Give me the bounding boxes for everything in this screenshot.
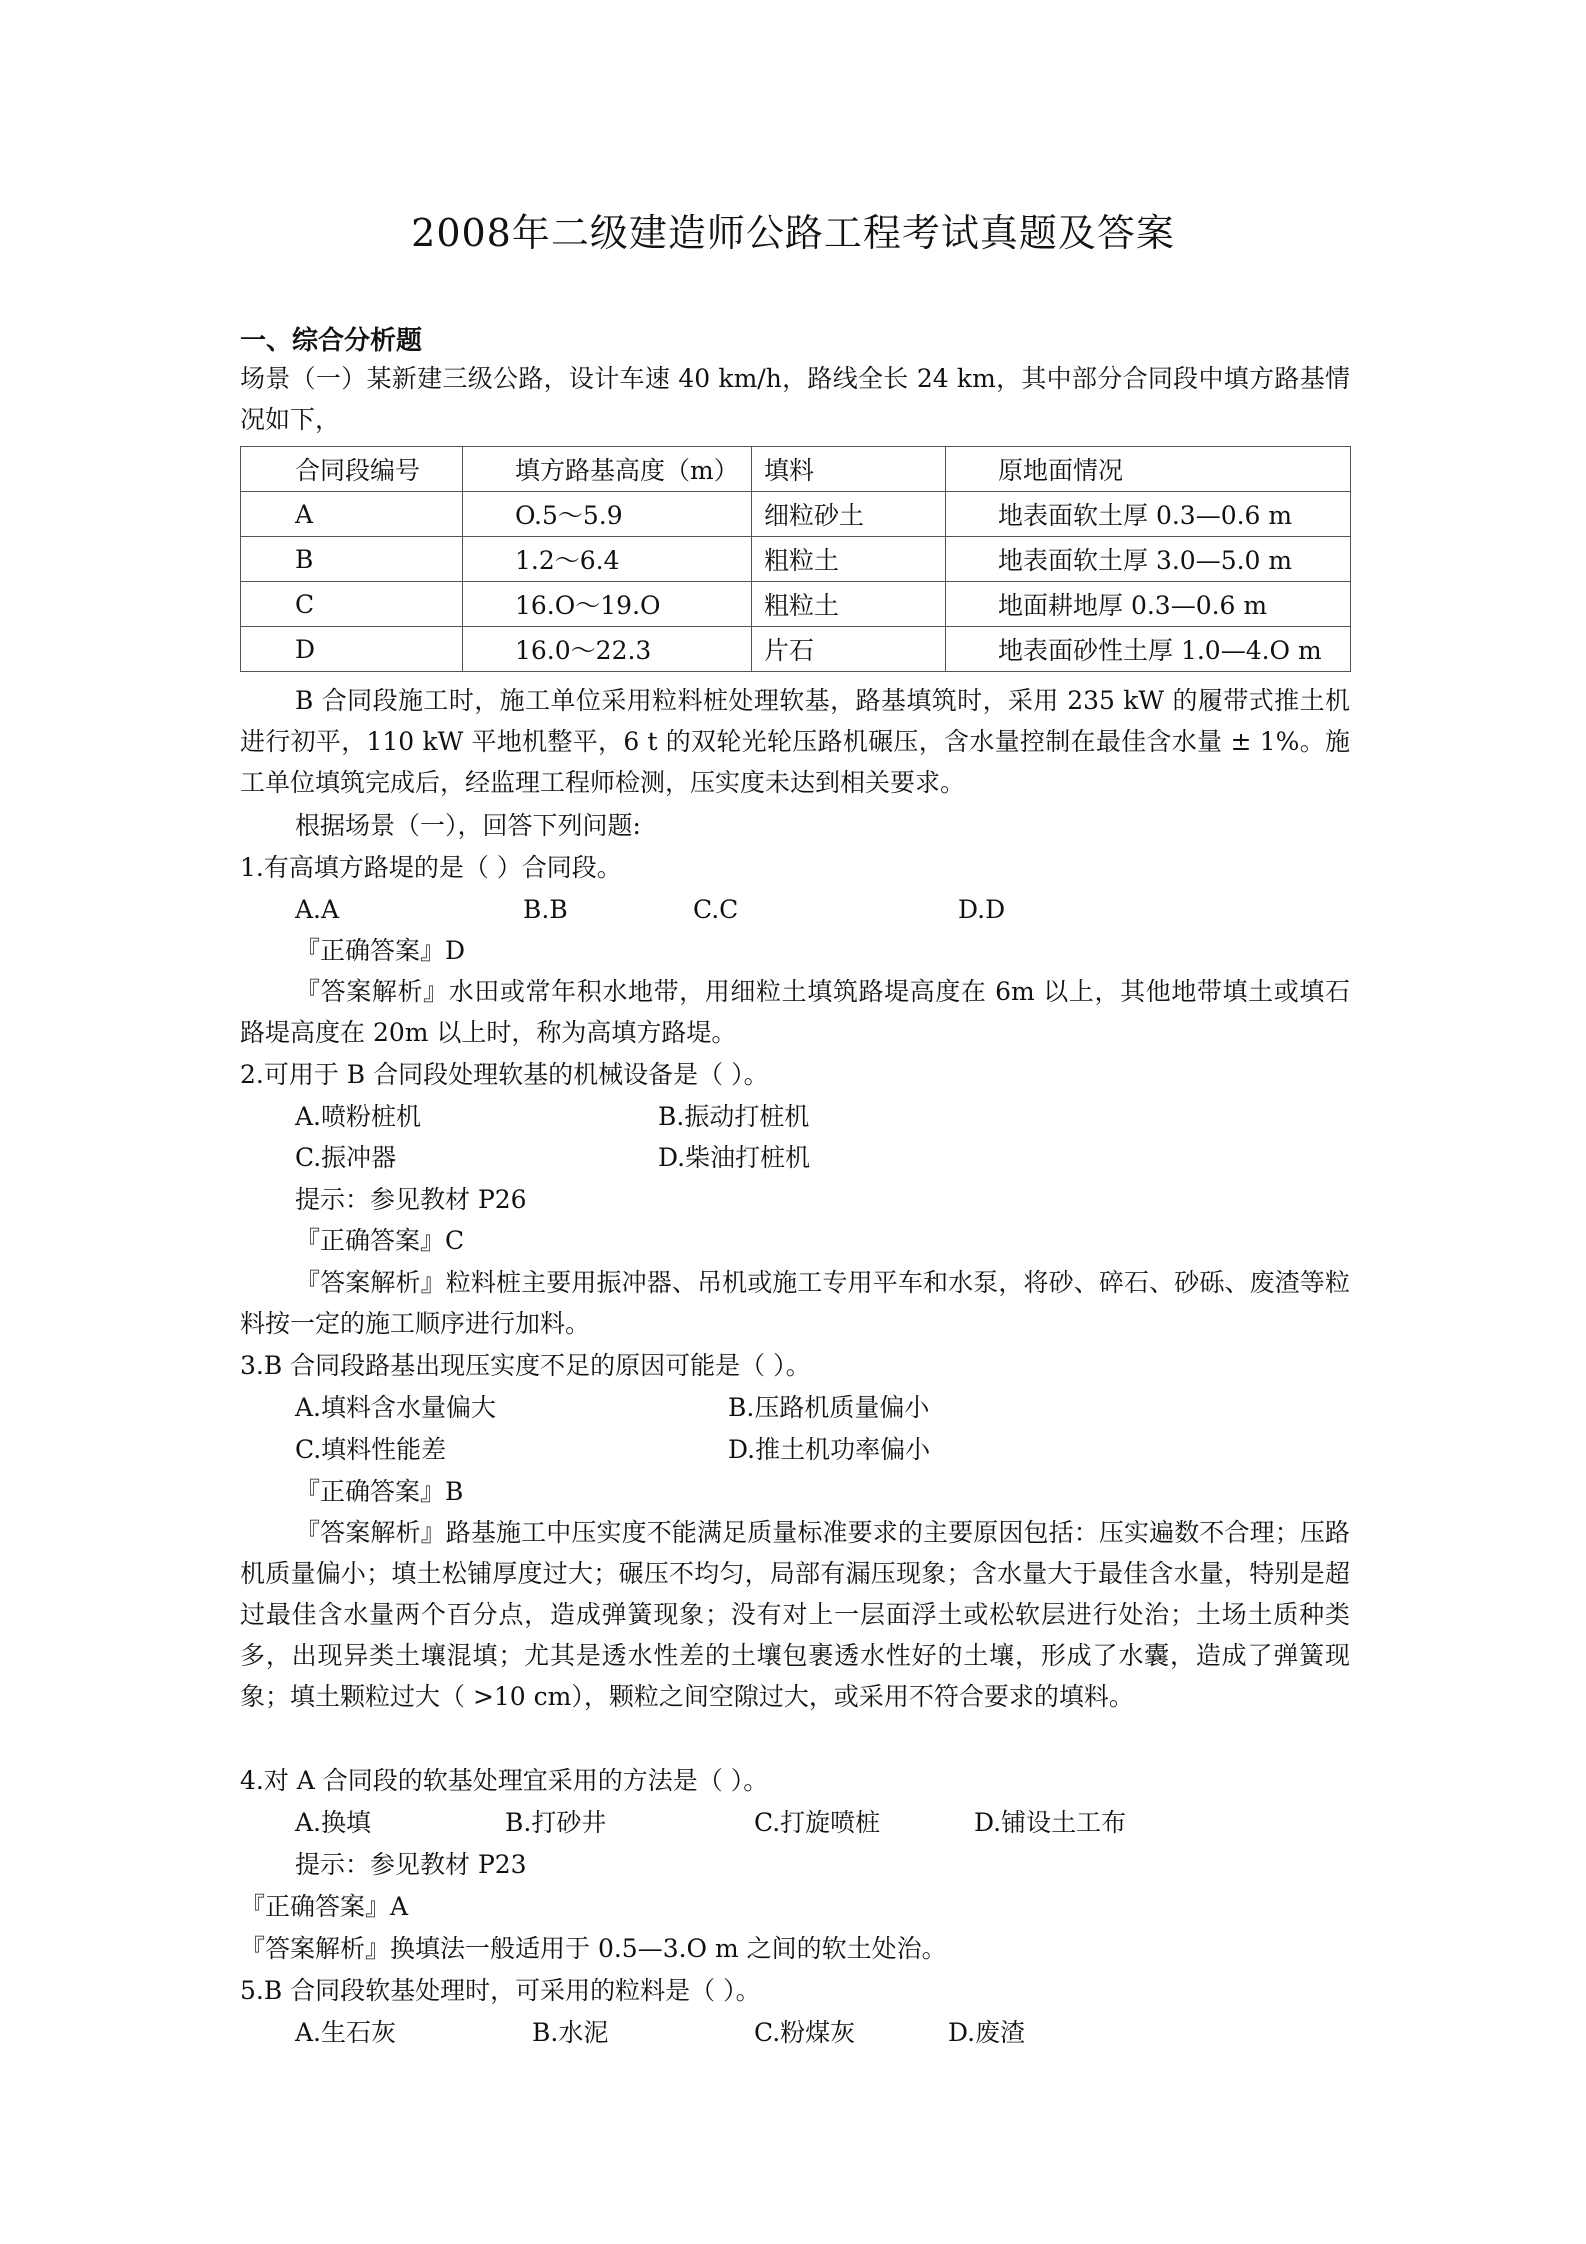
table-cell: 细粒砂土 bbox=[752, 492, 946, 537]
q5-option-c: C.粉煤灰 bbox=[754, 2018, 856, 2047]
table-cell: 粗粒土 bbox=[752, 582, 946, 627]
table-cell: 16.O～19.O bbox=[463, 582, 752, 627]
table-cell: O.5～5.9 bbox=[463, 492, 752, 537]
q3-option-c: C.填料性能差 bbox=[295, 1435, 447, 1464]
q4-analysis: 『答案解析』换填法一般适用于 0.5—3.O m 之间的软土处治。 bbox=[240, 1934, 947, 1963]
q1-stem: 1.有高填方路堤的是（ ）合同段。 bbox=[240, 853, 622, 882]
table-header-cell: 原地面情况 bbox=[946, 447, 1351, 492]
q5-option-d: D.废渣 bbox=[948, 2018, 1026, 2047]
q5-option-b: B.水泥 bbox=[532, 2018, 609, 2047]
q1-option-d: D.D bbox=[958, 895, 1006, 924]
q2-option-d: D.柴油打桩机 bbox=[658, 1143, 811, 1172]
q2-analysis: 『答案解析』粒料桩主要用振冲器、吊机或施工专用平车和水泵，将砂、碎石、砂砾、废渣等粒料按一定的施工顺序进行加料。 bbox=[240, 1268, 1350, 1338]
table-cell: 16.0～22.3 bbox=[463, 627, 752, 672]
q4-option-b: B.打砂井 bbox=[505, 1808, 607, 1837]
table-row bbox=[241, 537, 1351, 582]
q4-option-a: A.换填 bbox=[295, 1808, 372, 1837]
scene-body: B 合同段施工时，施工单位采用粒料桩处理软基，路基填筑时，采用 235 kW 的履带式推土机进行初平，110 kW 平地机整平，6 t 的双轮光轮压路机碾压，含水量控制在最佳含水量 ± 1%。施工单位填筑完成后，经监理工程师检测，压实度未达到相关要求。 bbox=[240, 686, 1350, 797]
q5-option-a: A.生石灰 bbox=[295, 2018, 397, 2047]
table-cell: D bbox=[241, 627, 463, 672]
q1-option-a: A.A bbox=[295, 895, 340, 924]
q2-stem: 2.可用于 B 合同段处理软基的机械设备是（ ）。 bbox=[240, 1060, 769, 1089]
q2-option-c: C.振冲器 bbox=[295, 1143, 397, 1172]
q2-option-a: A.喷粉桩机 bbox=[295, 1102, 422, 1131]
table-row bbox=[241, 627, 1351, 672]
fill-subgrade-table bbox=[240, 446, 1351, 672]
q2-answer: 『正确答案』C bbox=[295, 1226, 465, 1255]
table-cell: 地面耕地厚 0.3—0.6 m bbox=[946, 582, 1351, 627]
q4-answer: 『正确答案』A bbox=[240, 1892, 409, 1921]
q4-stem: 4.对 A 合同段的软基处理宜采用的方法是（ ）。 bbox=[240, 1766, 769, 1795]
q3-option-d: D.推土机功率偏小 bbox=[728, 1435, 931, 1464]
q1-option-b: B.B bbox=[523, 895, 568, 924]
table-cell: A bbox=[241, 492, 463, 537]
table-cell: 地表面软土厚 0.3—0.6 m bbox=[946, 492, 1351, 537]
table-header-cell: 填料 bbox=[752, 447, 946, 492]
q3-answer: 『正确答案』B bbox=[295, 1477, 464, 1506]
table-cell: B bbox=[241, 537, 463, 582]
q2-hint: 提示：参见教材 P26 bbox=[295, 1185, 527, 1214]
q4-hint: 提示：参见教材 P23 bbox=[295, 1850, 527, 1879]
question-prompt: 根据场景（一），回答下列问题: bbox=[295, 811, 641, 840]
q1-analysis: 『答案解析』水田或常年积水地带，用细粒土填筑路堤高度在 6m 以上，其他地带填土或填石路堤高度在 20m 以上时，称为高填方路堤。 bbox=[240, 977, 1350, 1047]
table-cell: C bbox=[241, 582, 463, 627]
q1-answer: 『正确答案』D bbox=[295, 936, 466, 965]
q3-stem: 3.B 合同段路基出现压实度不足的原因可能是（ ）。 bbox=[240, 1351, 811, 1380]
table-row bbox=[241, 582, 1351, 627]
q3-option-a: A.填料含水量偏大 bbox=[295, 1393, 497, 1422]
table-cell: 地表面砂性土厚 1.0—4.O m bbox=[946, 627, 1351, 672]
table-row bbox=[241, 492, 1351, 537]
table-header-cell: 合同段编号 bbox=[241, 447, 463, 492]
table-cell: 1.2～6.4 bbox=[463, 537, 752, 582]
table-cell: 片石 bbox=[752, 627, 946, 672]
scene-intro: 场景（一）某新建三级公路，设计车速 40 km/h，路线全长 24 km，其中部分合同段中填方路基情况如下， bbox=[240, 364, 1350, 434]
q4-option-c: C.打旋喷桩 bbox=[754, 1808, 881, 1837]
section-heading: 一、综合分析题 bbox=[240, 326, 423, 356]
table-cell: 粗粒土 bbox=[752, 537, 946, 582]
q2-option-b: B.振动打桩机 bbox=[658, 1102, 810, 1131]
table-header-row bbox=[241, 447, 1351, 492]
q4-option-d: D.铺设土工布 bbox=[974, 1808, 1127, 1837]
table-cell: 地表面软土厚 3.0—5.0 m bbox=[946, 537, 1351, 582]
q3-analysis: 『答案解析』路基施工中压实度不能满足质量标准要求的主要原因包括：压实遍数不合理；压路机质量偏小；填土松铺厚度过大；碾压不均匀，局部有漏压现象；含水量大于最佳含水量，特别是超过最佳含水量两个百分点，造成弹簧现象；没有对上一层面浮土或松软层进行处治；土场土质种类多，出现异类土壤混填；尤其是透水性差的土壤包裹透水性好的土壤，形成了水囊，造成了弹簧现象；填土颗粒过大（ >10 cm），颗粒之间空隙过大，或采用不符合要求的填料。 bbox=[240, 1518, 1350, 1711]
q1-option-c: C.C bbox=[693, 895, 739, 924]
table-header-cell: 填方路基高度（m） bbox=[463, 447, 752, 492]
q3-option-b: B.压路机质量偏小 bbox=[728, 1393, 930, 1422]
q5-stem: 5.B 合同段软基处理时，可采用的粒料是（ ）。 bbox=[240, 1976, 761, 2005]
document-title: 2008年二级建造师公路工程考试真题及答案 bbox=[411, 211, 1175, 255]
